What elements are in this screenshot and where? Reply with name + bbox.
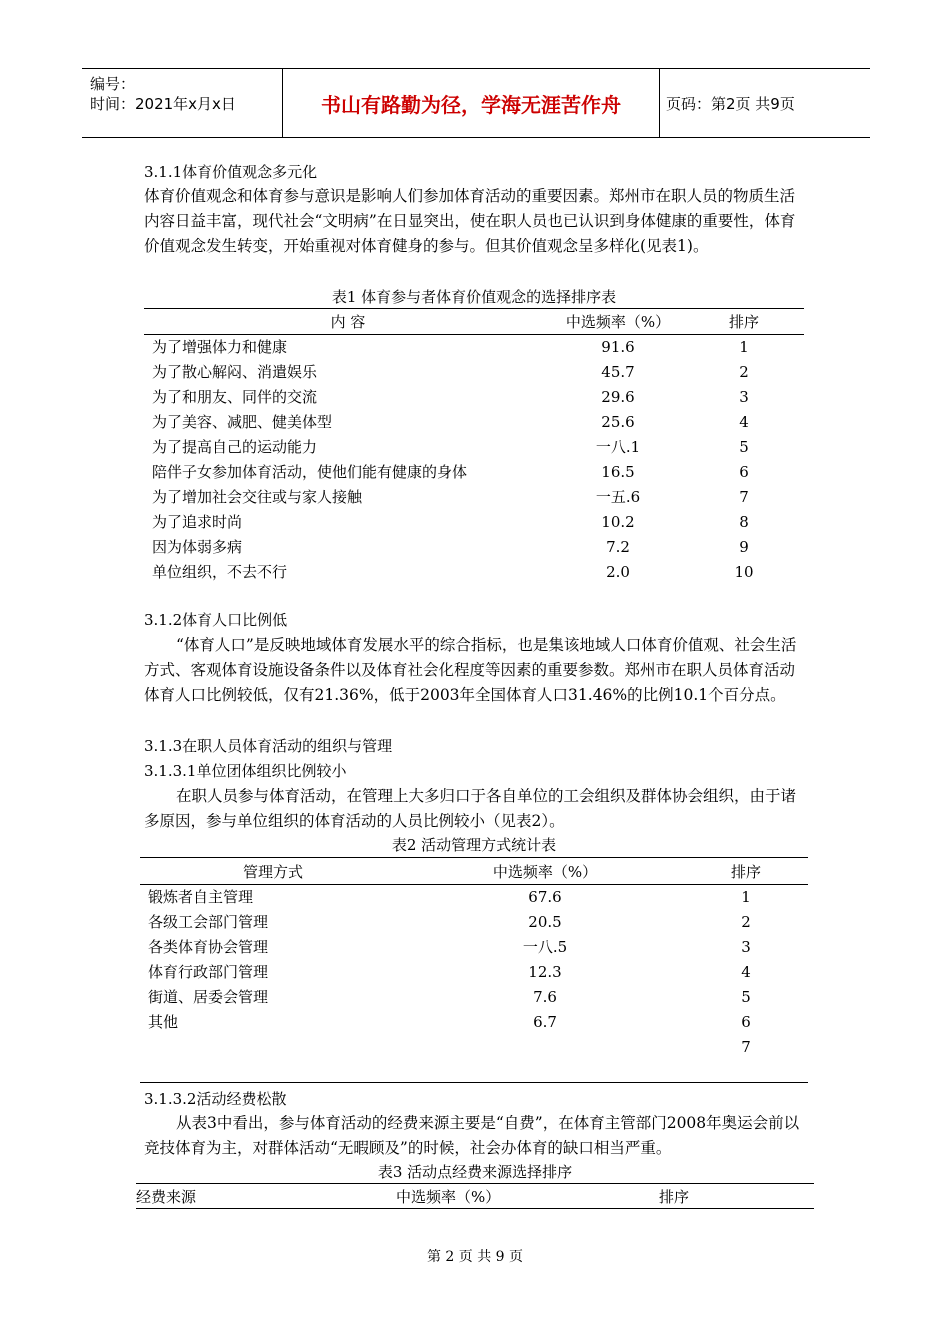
- table1-row: [144, 359, 804, 384]
- table3-col-source: 经费来源: [136, 1188, 197, 1206]
- table1-row: [144, 559, 804, 584]
- section-heading-312: 3.1.2体育人口比例低: [144, 611, 288, 629]
- page-number-label: 页码：第2页 共9页: [666, 94, 795, 113]
- table1-row: [144, 434, 804, 459]
- table1-cell-frequency: 7.2: [606, 537, 630, 556]
- table2-cell-content: [140, 1034, 406, 1059]
- table2-cell-content: 体育行政部门管理: [148, 963, 269, 981]
- table2-row: [140, 959, 808, 984]
- table1-cell-frequency: 29.6: [601, 387, 635, 406]
- table3-col-rank: 排序: [659, 1188, 690, 1206]
- section-heading-313: 3.1.3在职人员体育活动的组织与管理: [144, 737, 393, 755]
- table1-col-rank: 排序: [728, 313, 759, 331]
- table1-cell-content: 为了增加社会交往或与家人接触: [152, 488, 363, 506]
- table1: [144, 309, 804, 584]
- table2-cell-content: 各级工会部门管理: [148, 913, 269, 931]
- table3-caption: 表3 活动点经费来源选择排序: [377, 1163, 573, 1181]
- table2-cell-frequency: 67.6: [528, 887, 562, 906]
- section-312-paragraph: “体育人口”是反映地域体育发展水平的综合指标，也是集该地域人口体育价值观、社会生活方式、客观体育设施设备条件以及体育社会化程度等因素的重要参数。郑州市在职人员体育活动体育人口比例较低，仅有21.36%，低于2003年全国体育人口31.46%的比例10.1个百分点。: [144, 636, 797, 704]
- table1-cell-rank: 4: [739, 412, 749, 431]
- table2-row: [140, 909, 808, 934]
- table2-cell-rank: 6: [741, 1012, 751, 1031]
- table2-row: [140, 984, 808, 1009]
- table2-col-rank: 排序: [730, 863, 761, 881]
- table2-cell-frequency: 12.3: [528, 962, 562, 981]
- table1-cell-content: 陪伴子女参加体育活动，使他们能有健康的身体: [152, 463, 468, 481]
- table1-cell-frequency: 45.7: [601, 362, 635, 381]
- header-motto: 书山有路勤为径，学海无涯苦作舟: [283, 69, 660, 137]
- table1-cell-rank: 3: [739, 387, 749, 406]
- table2-cell-content: 街道、居委会管理: [148, 988, 269, 1006]
- table2-row: [140, 1034, 808, 1059]
- page-footer: 第 2 页 共 9 页: [426, 1249, 524, 1265]
- table2-cell-rank: 2: [741, 912, 751, 931]
- table1-cell-frequency: 一八.1: [595, 438, 641, 456]
- date-label: 时间：2021年x月x日: [90, 95, 236, 113]
- table1-cell-frequency: 一五.6: [595, 488, 641, 506]
- table1-cell-frequency: 16.5: [601, 462, 635, 481]
- section-3132-paragraph: 从表3中看出，参与体育活动的经费来源主要是“自费”，在体育主管部门2008年奥运会前以竞技体育为主，对群体活动“无暇顾及”的时候，社会办体育的缺口相当严重。: [144, 1114, 800, 1157]
- table3-header-row: [136, 1184, 814, 1209]
- section-heading-311: 3.1.1体育价值观念多元化: [144, 163, 318, 181]
- table1-cell-rank: 7: [739, 487, 749, 506]
- table1-cell-rank: 9: [739, 537, 749, 556]
- table1-col-frequency: 中选频率（%）: [565, 313, 671, 331]
- table1-cell-content: 为了美容、减肥、健美体型: [152, 413, 333, 431]
- table1-row: [144, 459, 804, 484]
- section-heading-3131: 3.1.3.1单位团体组织比例较小: [144, 762, 347, 780]
- section-3131-paragraph: 在职人员参与体育活动，在管理上大多归口于各自单位的工会组织及群体协会组织，由于诸多原因，参与单位组织的体育活动的人员比例较小（见表2）。: [144, 787, 797, 830]
- table2-cell-rank: 5: [741, 987, 751, 1006]
- table3: [136, 1184, 814, 1209]
- table2-cell-rank: 1: [741, 887, 751, 906]
- table1-cell-frequency: 91.6: [601, 337, 635, 356]
- header-meta: [82, 69, 283, 137]
- table1-cell-frequency: 10.2: [601, 512, 635, 531]
- table1-cell-rank: 8: [739, 512, 749, 531]
- table2: [140, 859, 808, 1059]
- table2-cell-rank: 4: [741, 962, 751, 981]
- table2-cell-rank: 3: [741, 937, 751, 956]
- table1-cell-frequency: 2.0: [606, 562, 630, 581]
- table1-cell-content: 为了散心解闷、消遣娱乐: [152, 363, 318, 381]
- table1-row: [144, 409, 804, 434]
- table2-cell-content: 各类体育协会管理: [148, 938, 269, 956]
- table1-caption: 表1 体育参与者体育价值观念的选择排序表: [331, 288, 617, 306]
- table1-row: [144, 534, 804, 559]
- table2-row: [140, 934, 808, 959]
- table2-cell-frequency: 20.5: [528, 912, 562, 931]
- code-label: 编号：: [90, 75, 136, 93]
- table1-row: [144, 509, 804, 534]
- table2-caption: 表2 活动管理方式统计表: [391, 836, 557, 854]
- table1-header-row: [144, 309, 804, 334]
- table1-col-content: 内 容: [330, 313, 366, 331]
- table2-header-row: [140, 859, 808, 884]
- table2-cell-frequency: 一八.5: [522, 938, 568, 956]
- table2-bottom-rule: [140, 1082, 808, 1083]
- table2-row: [140, 884, 808, 909]
- table2-cell-rank: 7: [741, 1037, 751, 1056]
- page-header: [82, 68, 870, 138]
- table2-cell-content: 锻炼者自主管理: [148, 888, 254, 906]
- table1-row: [144, 334, 804, 359]
- table1-cell-frequency: 25.6: [601, 412, 635, 431]
- table1-cell-content: 因为体弱多病: [152, 538, 243, 556]
- table2-col-frequency: 中选频率（%）: [492, 863, 598, 881]
- table2-col-method: 管理方式: [242, 863, 303, 881]
- table1-cell-rank: 1: [739, 337, 749, 356]
- table2-cell-frequency: 7.6: [533, 987, 557, 1006]
- table1-row: [144, 384, 804, 409]
- table2-cell-frequency: 6.7: [533, 1012, 557, 1031]
- table2-row: [140, 1009, 808, 1034]
- table2-top-rule: [140, 857, 808, 858]
- table1-row: [144, 484, 804, 509]
- table2-cell-frequency: [406, 1034, 684, 1059]
- table1-cell-content: 为了和朋友、同伴的交流: [152, 388, 318, 406]
- table1-cell-content: 单位组织，不去不行: [152, 563, 288, 581]
- table1-cell-rank: 2: [739, 362, 749, 381]
- section-311-paragraph: 体育价值观念和体育参与意识是影响人们参加体育活动的重要因素。郑州市在职人员的物质生活内容日益丰富，现代社会“文明病”在日显突出，使在职人员也已认识到身体健康的重要性，体育价值观念发生转变，开始重视对体育健身的参与。但其价值观念呈多样化(见表1)。: [144, 187, 796, 255]
- table2-cell-content: 其他: [148, 1013, 179, 1031]
- table1-cell-content: 为了追求时尚: [152, 513, 243, 531]
- table1-cell-rank: 10: [734, 562, 754, 581]
- table1-cell-content: 为了提高自己的运动能力: [152, 438, 318, 456]
- table1-cell-rank: 6: [739, 462, 749, 481]
- table1-cell-content: 为了增强体力和健康: [152, 338, 288, 356]
- table1-cell-rank: 5: [739, 437, 749, 456]
- table3-col-frequency: 中选频率（%）: [396, 1188, 501, 1206]
- section-heading-3132: 3.1.3.2活动经费松散: [144, 1090, 287, 1108]
